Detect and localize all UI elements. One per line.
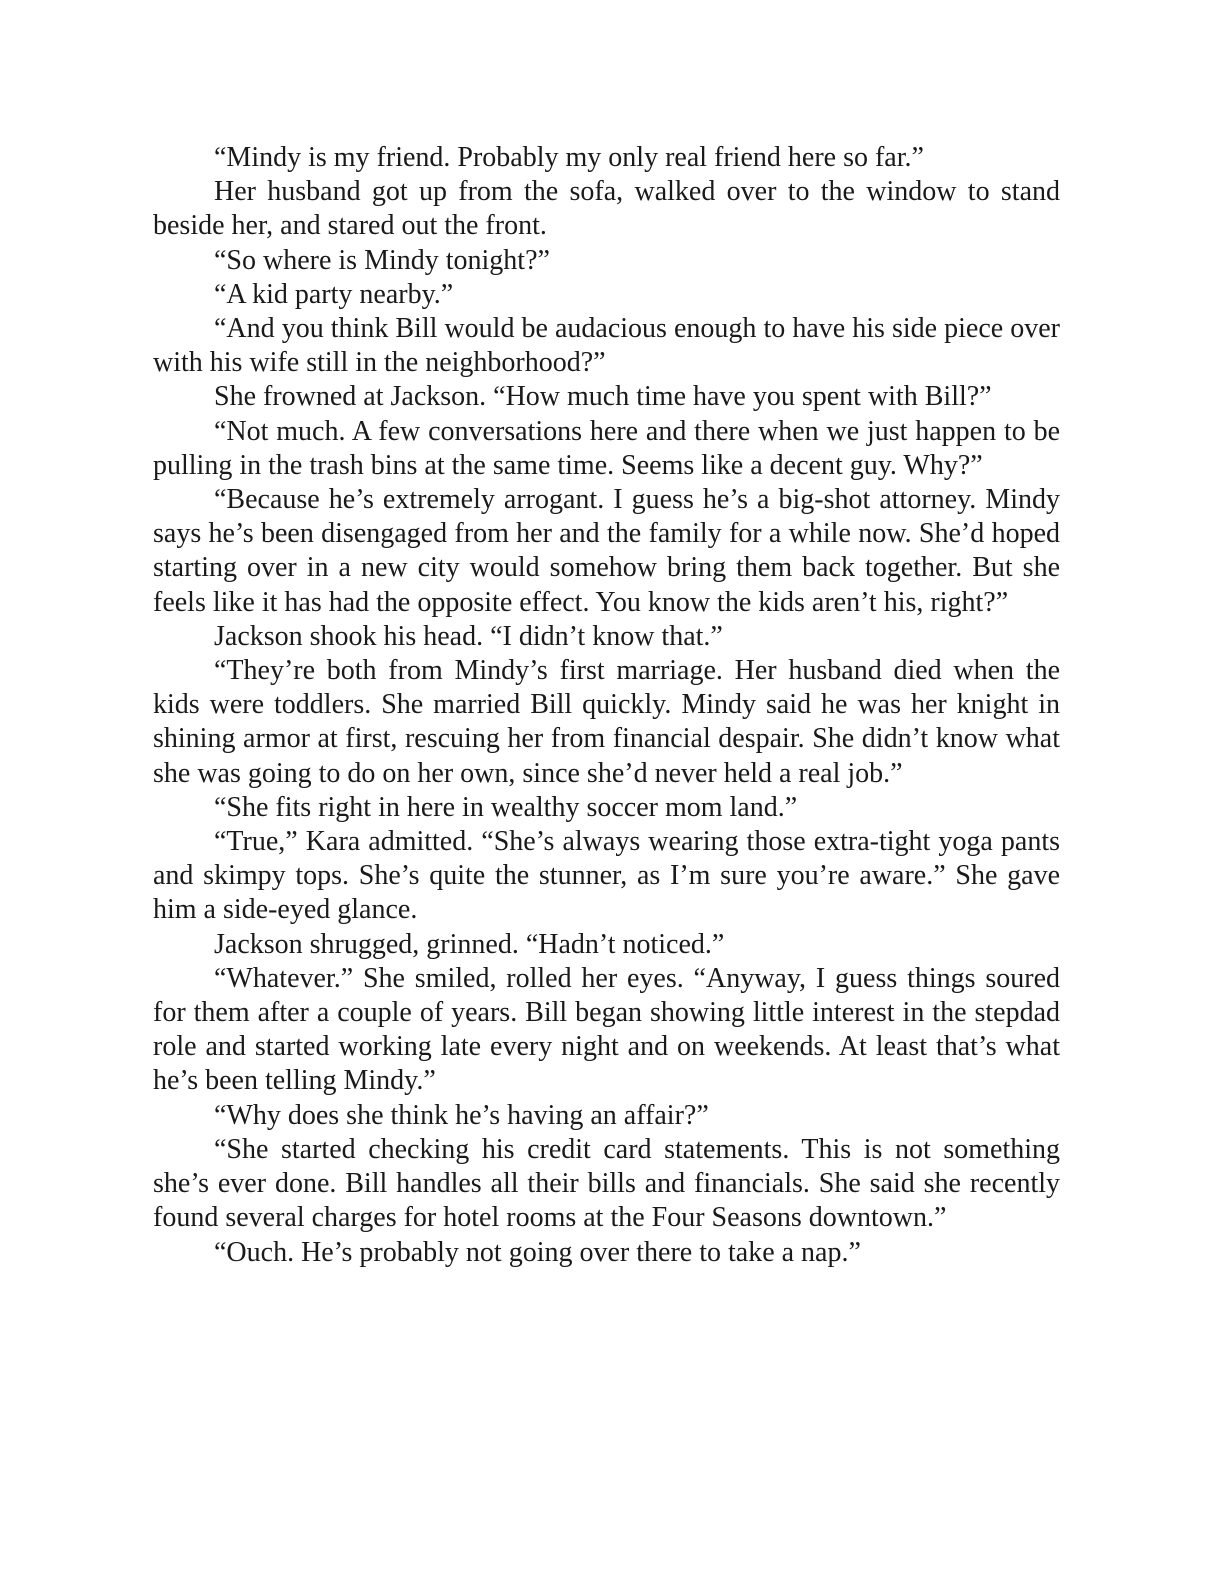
paragraph: “Ouch. He’s probably not going over there to take a nap.” (214, 1236, 861, 1268)
paragraph: “Because he’s extremely arrogant. I guess he’s a big-shot attorney. Mindy says he’s been disengaged from her and the family for a while now. She’d hoped starting over in a new city would somehow bring them back together. But she feels like it has had the opposite effect. You know the kids aren’t his, right?” (153, 484, 1060, 618)
paragraph: “She fits right in here in wealthy soccer mom land.” (214, 791, 798, 823)
paragraph: Her husband got up from the sofa, walked over to the window to stand beside her, and stared out the front. (153, 176, 1060, 242)
paragraph: “She started checking his credit card statements. This is not something she’s ever done. Bill handles all their bills and financials. She said she recently found several charges for hotel rooms at the Four Seasons downtown.” (153, 1133, 1060, 1234)
paragraph: She frowned at Jackson. “How much time have you spent with Bill?” (214, 381, 992, 413)
page-body (153, 141, 1060, 1270)
paragraph: “And you think Bill would be audacious enough to have his side piece over with his wife still in the neighborhood?” (153, 313, 1060, 379)
paragraph: “They’re both from Mindy’s first marriage. Her husband died when the kids were toddlers. She married Bill quickly. Mindy said he was her knight in shining armor at first, rescuing her from financial despair. She didn’t know what she was going to do on her own, since she’d never held a real job.” (153, 655, 1060, 789)
paragraph: Jackson shook his head. “I didn’t know that.” (214, 620, 723, 652)
paragraph: “True,” Kara admitted. “She’s always wearing those extra-tight yoga pants and skimpy tops. She’s quite the stunner, as I’m sure you’re aware.” She gave him a side-eyed glance. (153, 826, 1060, 926)
paragraph: “Mindy is my friend. Probably my only real friend here so far.” (214, 142, 924, 173)
paragraph: Jackson shrugged, grinned. “Hadn’t noticed.” (214, 928, 725, 960)
paragraph: “Why does she think he’s having an affair?” (214, 1099, 709, 1131)
paragraph: “Not much. A few conversations here and there when we just happen to be pulling in the trash bins at the same time. Seems like a decent guy. Why?” (153, 415, 1060, 481)
paragraph: “A kid party nearby.” (214, 278, 454, 310)
paragraph: “So where is Mindy tonight?” (214, 244, 550, 276)
paragraph: “Whatever.” She smiled, rolled her eyes. “Anyway, I guess things soured for them after a couple of years. Bill began showing little interest in the stepdad role and started working late every night and on weekends. At least that’s what he’s been telling Mindy.” (153, 962, 1060, 1097)
